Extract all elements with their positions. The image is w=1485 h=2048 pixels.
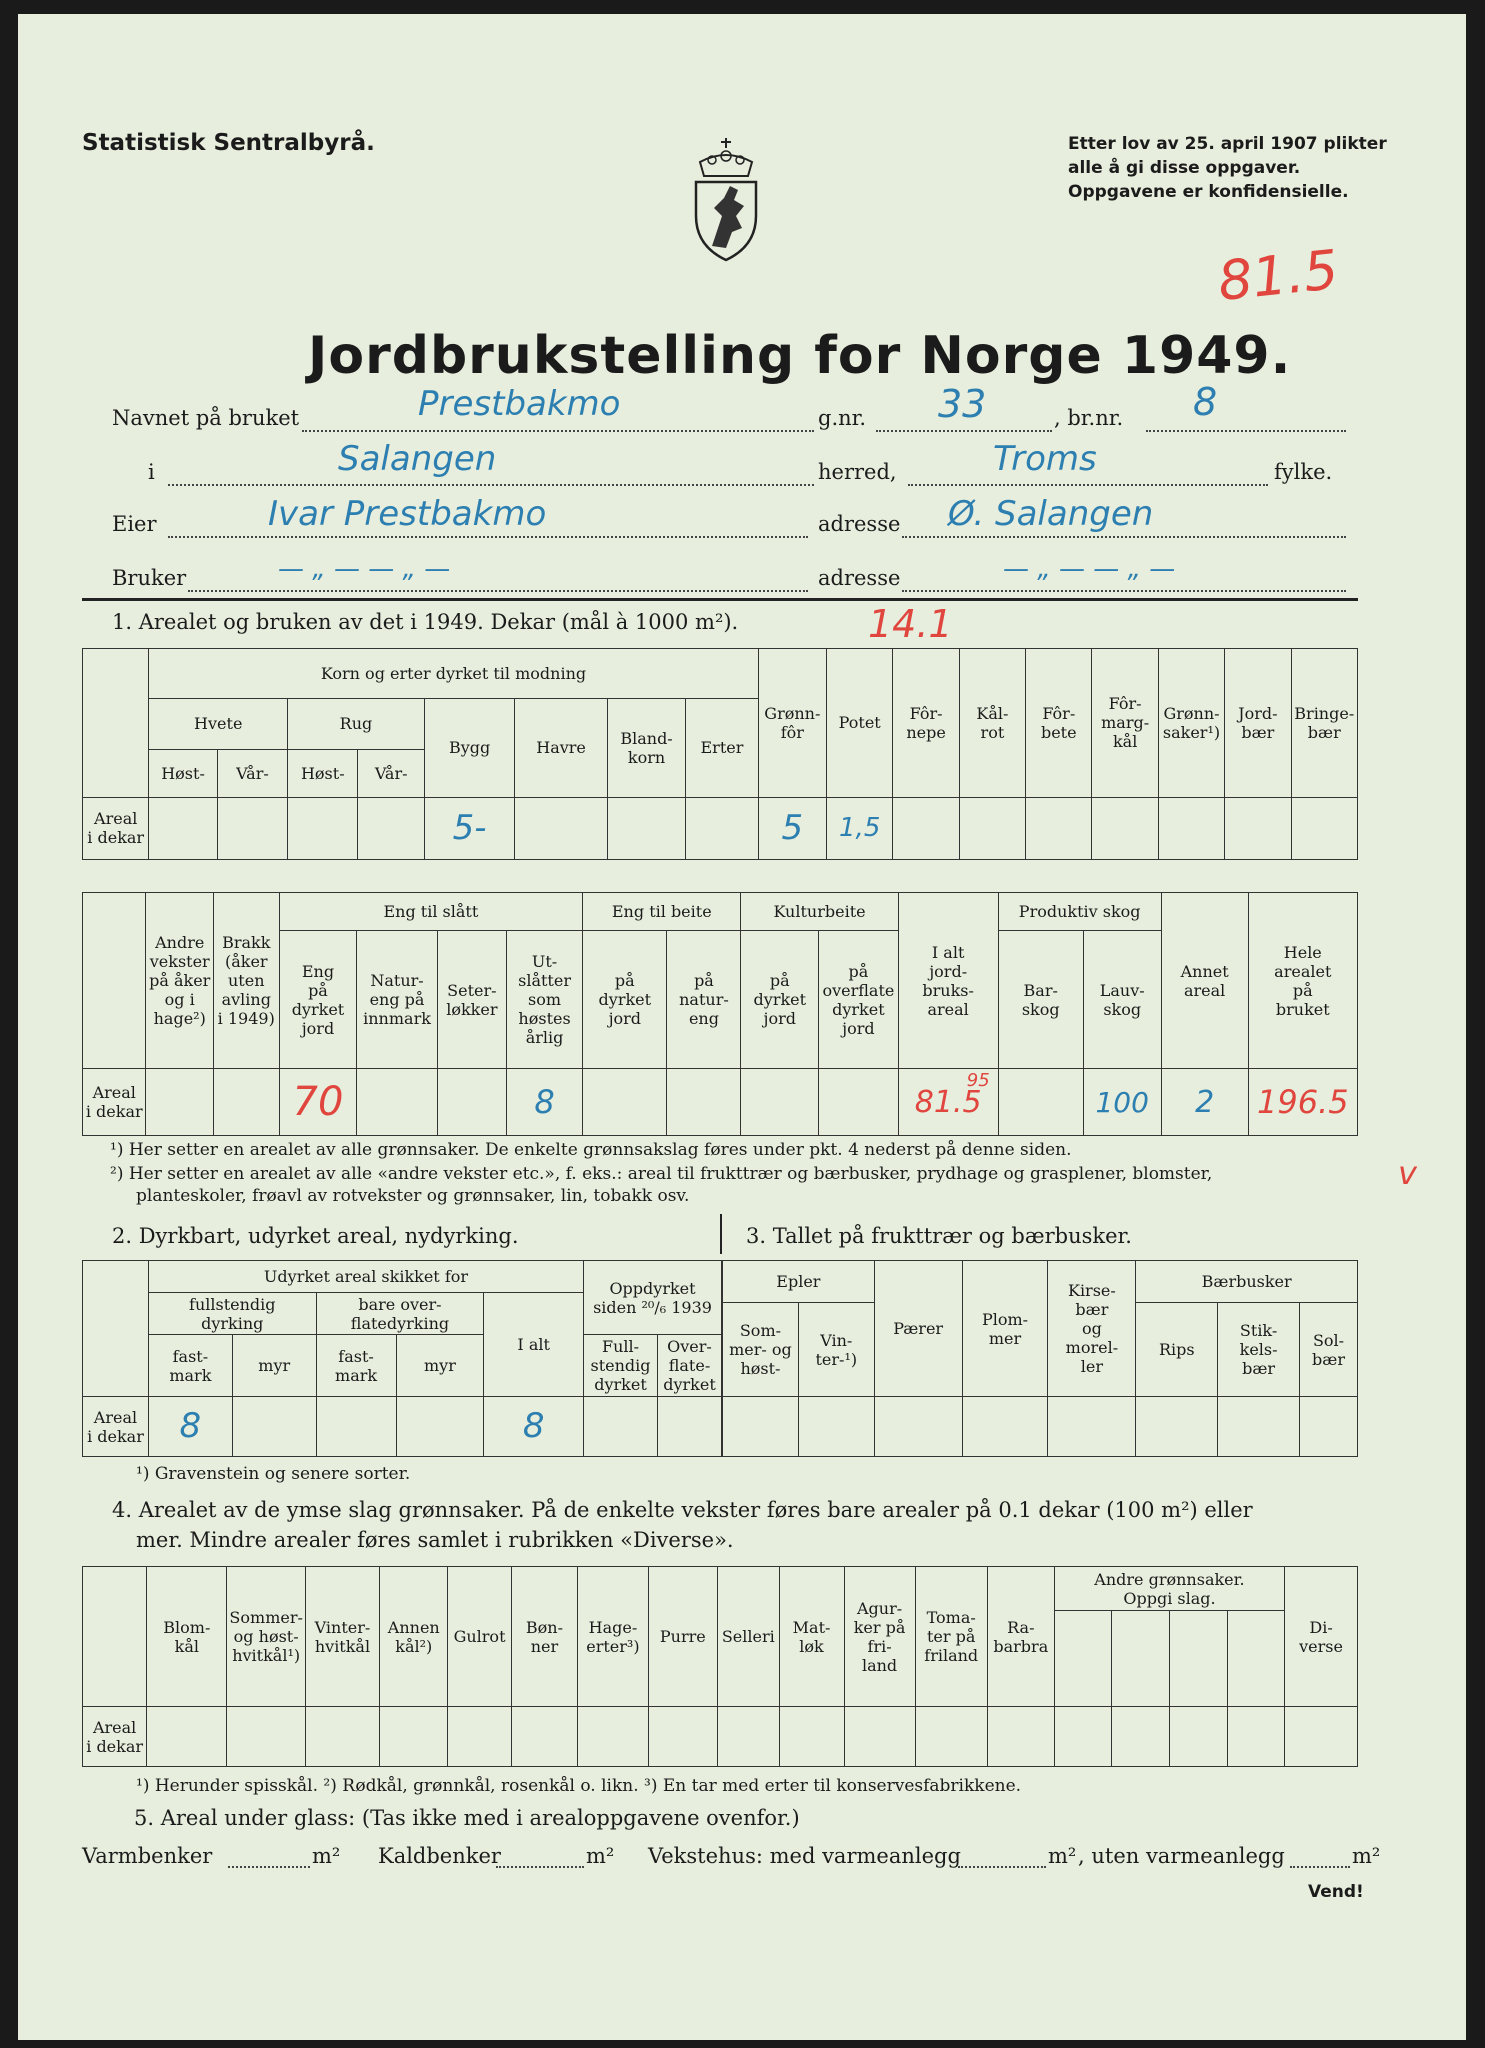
footnote-2b: planteskoler, frøavl av rotvekster og grønnsaker, lin, tobakk osv. [136, 1186, 690, 1206]
col-matlok: Mat- løk [779, 1567, 844, 1707]
gnr-label: g.nr. [818, 406, 867, 430]
oppdyrket-group: Oppdyrket siden ²⁰/₆ 1939 [584, 1261, 722, 1335]
fruit-trees-table [722, 1260, 1358, 1457]
col-sommer: Som- mer- og høst- [723, 1303, 799, 1397]
owner-address-line [902, 536, 1346, 538]
col-myr-1: myr [232, 1335, 316, 1397]
row-label: Areal i dekar [83, 797, 149, 859]
farm-name-label: Navnet på bruket [112, 406, 300, 430]
municipality-line [168, 484, 814, 486]
user-value: — „ — — „ — [278, 554, 451, 584]
unit-4: m² [1352, 1844, 1381, 1868]
section4-heading-2: mer. Mindre arealer føres samlet i rubrikken «Diverse». [136, 1528, 734, 1552]
census-form [18, 14, 1466, 2040]
user-line [188, 590, 808, 592]
col-rabarbra: Ra- barbra [987, 1567, 1054, 1707]
municipality-value: Salangen [338, 439, 497, 479]
col-baerbusker: Bærbusker [1136, 1261, 1358, 1303]
section1-heading: 1. Arealet og bruken av det i 1949. Dekar (mål à 1000 m²). [112, 610, 739, 634]
col-lauvskog: Lauv- skog [1083, 930, 1161, 1068]
col-bringebaer: Bringe- bær [1291, 649, 1357, 798]
annet-value: 2 [1161, 1069, 1248, 1136]
bare-group: bare over- flatedyrking [316, 1293, 484, 1335]
crops-table [82, 648, 1358, 860]
table-row [83, 1069, 1358, 1136]
uncult-ialt-value: 8 [484, 1397, 584, 1457]
col-seter: Seter- løkker [437, 930, 506, 1068]
col-brakk: Brakk (åker uten avling i 1949) [213, 893, 279, 1069]
col-diverse: Di- verse [1285, 1567, 1358, 1707]
col-rug-host: Høst- [288, 750, 358, 797]
legal-line-1: Etter lov av 25. april 1907 plikter [1068, 134, 1387, 154]
col-annet: Annet areal [1161, 893, 1248, 1069]
gnr-line [876, 430, 1052, 432]
group-eng-slatt: Eng til slått [279, 893, 583, 931]
col-eng: Eng på dyrket jord [279, 930, 357, 1068]
col-overflate: Over- flate- dyrket [657, 1335, 721, 1397]
uncult-group: Udyrket areal skikket for [148, 1261, 583, 1293]
ialt-number: 81.5 [914, 1084, 982, 1120]
col-rug-var: Vår- [358, 750, 424, 797]
hele-value: 196.5 [1248, 1069, 1357, 1136]
land-use-table [82, 892, 1358, 1136]
org-name: Statistisk Sentralbyrå. [82, 130, 375, 156]
col-gronnfor: Grønn- fôr [758, 649, 826, 798]
crops-group-header: Korn og erter dyrket til modning [149, 649, 758, 699]
col-utslatter: Ut- slåtter som høstes årlig [506, 930, 582, 1068]
group-kulturbeite: Kulturbeite [741, 893, 898, 931]
footnote-2a: ²) Her setter en arealet av alle «andre vekster etc.», f. eks.: areal til frukttrær og bærbusker, prydhage og grasplener, blomster, [110, 1164, 1213, 1184]
col-hvete-var: Vår- [217, 750, 287, 797]
owner-address-value: Ø. Salangen [948, 494, 1154, 534]
red-total-mark: 81.5 [1215, 237, 1342, 314]
col-beite-natur: på natur- eng [667, 930, 741, 1068]
col-epler: Epler [723, 1261, 875, 1303]
uten-label: , uten varmeanlegg [1078, 1844, 1285, 1868]
user-address-line [902, 590, 1346, 592]
col-fastmark-2: fast- mark [316, 1335, 396, 1397]
county-value: Troms [993, 439, 1097, 479]
section2-heading: 2. Dyrkbart, udyrket areal, nydyrking. [112, 1224, 519, 1248]
gnr-value: 33 [938, 382, 987, 426]
vekstehus-label: Vekstehus: med varmeanlegg [648, 1844, 961, 1868]
full-group: fullstendig dyrking [148, 1293, 316, 1335]
fylke-label: fylke. [1274, 460, 1333, 484]
crops-corner [83, 649, 149, 798]
red-check-mark: v [1398, 1154, 1417, 1192]
ialt-value [898, 1069, 998, 1136]
table-row [83, 797, 1358, 859]
col-rug: Rug [288, 698, 425, 750]
varmbenker-label: Varmbenker [82, 1844, 213, 1868]
col-erter: Erter [686, 698, 758, 797]
ialt-correction: 95 [966, 1070, 990, 1092]
uncultivated-table [82, 1260, 722, 1457]
bygg-value: 5- [424, 797, 514, 859]
unit-3: m² [1048, 1844, 1077, 1868]
turn-over-note: Vend! [1308, 1882, 1364, 1902]
uten-line [1290, 1866, 1350, 1868]
uncult-ialt: I alt [484, 1293, 584, 1397]
brnr-line [1146, 430, 1346, 432]
section3-heading: 3. Tallet på frukttrær og bærbusker. [746, 1224, 1132, 1248]
col-tomater: Toma- ter på friland [915, 1567, 987, 1707]
user-address-label: adresse [818, 566, 901, 590]
col-bonner: Bøn- ner [511, 1567, 578, 1707]
user-label: Bruker [112, 566, 187, 590]
owner-line [168, 536, 808, 538]
table-row [723, 1397, 1358, 1457]
section2-footnote: ¹) Gravenstein og senere sorter. [136, 1464, 411, 1484]
col-natureng: Natur- eng på innmark [357, 930, 437, 1068]
section4-footnote: ¹) Herunder spisskål. ²) Rødkål, grønnkål, rosenkål o. likn. ³) En tar med erter til konservesfabrikkene. [136, 1776, 1022, 1796]
col-ialt: I alt jord- bruks- areal [898, 893, 998, 1069]
user-address-value: — „ — — „ — [1003, 554, 1176, 584]
row-label: Areal i dekar [83, 1707, 147, 1767]
section5-heading: 5. Areal under glass: (Tas ikke med i arealoppgavene ovenfor.) [134, 1806, 800, 1830]
potet-value: 1,5 [827, 797, 893, 859]
col-myr-2: myr [396, 1335, 484, 1397]
col-kalrot: Kål- rot [959, 649, 1025, 798]
herred-label: herred, [818, 460, 897, 484]
col-kultur-dyrket: på dyrket jord [741, 930, 819, 1068]
col-hvete: Hvete [149, 698, 288, 750]
col-vinterhvitkal: Vinter- hvitkål [305, 1567, 379, 1707]
owner-value: Ivar Prestbakmo [268, 494, 547, 534]
kaldbenker-label: Kaldbenker [378, 1844, 501, 1868]
col-fullstendig: Full- stendig dyrket [584, 1335, 658, 1397]
col-hvete-host: Høst- [149, 750, 217, 797]
section4-heading-1: 4. Arealet av de ymse slag grønnsaker. På de enkelte vekster føres bare arealer på 0.1 dekar (100 m²) eller [112, 1498, 1253, 1522]
lauvskog-value: 100 [1083, 1069, 1161, 1136]
col-purre: Purre [648, 1567, 717, 1707]
col-vinter: Vin- ter-¹) [798, 1303, 874, 1397]
vekstehus-line [958, 1866, 1046, 1868]
vegetables-table [82, 1566, 1358, 1767]
col-forbete: Fôr- bete [1026, 649, 1092, 798]
col-plommer: Plom- mer [962, 1261, 1048, 1397]
row-label: Areal i dekar [83, 1397, 149, 1457]
col-paerer: Pærer [874, 1261, 962, 1397]
col-hageerter: Hage- erter³) [578, 1567, 648, 1707]
col-agurker: Agur- ker på fri- land [844, 1567, 915, 1707]
col-blomkal: Blom- kål [147, 1567, 227, 1707]
col-havre: Havre [515, 698, 608, 797]
kaldbenker-line [496, 1866, 584, 1868]
col-fastmark-1: fast- mark [148, 1335, 232, 1397]
divider [82, 598, 1358, 601]
col-potet: Potet [827, 649, 893, 798]
veg-corner [83, 1567, 147, 1707]
gronnfor-value: 5 [758, 797, 826, 859]
fastmark-value: 8 [148, 1397, 232, 1457]
farm-name-line [302, 430, 814, 432]
col-beite-dyrket: på dyrket jord [583, 930, 667, 1068]
group-eng-beite: Eng til beite [583, 893, 741, 931]
uncult-corner [83, 1261, 149, 1397]
coat-of-arms-icon [678, 134, 774, 264]
col-formargkal: Fôr- marg- kål [1092, 649, 1158, 798]
col-kultur-overflate: på overflate dyrket jord [819, 930, 898, 1068]
col-andre: Andre vekster på åker og i hage²) [146, 893, 213, 1069]
unit-1: m² [312, 1844, 341, 1868]
legal-line-3: Oppgavene er konfidensielle. [1068, 182, 1349, 202]
form-title: Jordbrukstelling for Norge 1949. [308, 326, 1292, 386]
footnote-1: ¹) Her setter en arealet av alle grønnsaker. De enkelte grønnsakslag føres under pkt. 4 nederst på denne siden. [110, 1140, 1072, 1160]
col-rips: Rips [1136, 1303, 1218, 1397]
farm-name-value: Prestbakmo [418, 384, 621, 424]
table-row [83, 1397, 722, 1457]
row-label: Areal i dekar [83, 1069, 146, 1136]
varmbenker-line [228, 1866, 310, 1868]
col-blandkorn: Bland- korn [607, 698, 685, 797]
col-stikkelsbaer: Stik- kels- bær [1218, 1303, 1300, 1397]
group-skog: Produktiv skog [998, 893, 1161, 931]
owner-address-label: adresse [818, 512, 901, 536]
county-line [908, 484, 1268, 486]
col-andre-gronnsaker: Andre grønnsaker. Oppgi slag. [1054, 1567, 1284, 1611]
col-sommerhvitkal: Sommer- og høst- hvitkål¹) [227, 1567, 305, 1707]
in-label: i [148, 460, 155, 484]
divider [720, 1214, 722, 1254]
brnr-value: 8 [1193, 380, 1218, 424]
table-row [83, 1707, 1358, 1767]
col-annenkal: Annen kål²) [380, 1567, 448, 1707]
owner-label: Eier [112, 512, 157, 536]
col-bygg: Bygg [424, 698, 514, 797]
land-corner [83, 893, 146, 1069]
unit-2: m² [586, 1844, 615, 1868]
col-selleri: Selleri [718, 1567, 780, 1707]
col-hele: Hele arealet på bruket [1248, 893, 1357, 1069]
col-kirsebaer: Kirse- bær og morel- ler [1048, 1261, 1136, 1397]
col-fornepe: Fôr- nepe [893, 649, 959, 798]
col-gronnsaker: Grønn- saker¹) [1158, 649, 1224, 798]
utslatter-value: 8 [506, 1069, 582, 1136]
col-jordbaer: Jord- bær [1225, 649, 1291, 798]
legal-notice [1068, 132, 1387, 204]
col-solbaer: Sol- bær [1300, 1303, 1358, 1397]
col-barskog: Bar- skog [998, 930, 1083, 1068]
brnr-label: , br.nr. [1054, 406, 1124, 430]
col-gulrot: Gulrot [448, 1567, 511, 1707]
eng-value: 70 [279, 1069, 357, 1136]
section1-red-total: 14.1 [868, 602, 953, 646]
legal-line-2: alle å gi disse oppgaver. [1068, 158, 1301, 178]
